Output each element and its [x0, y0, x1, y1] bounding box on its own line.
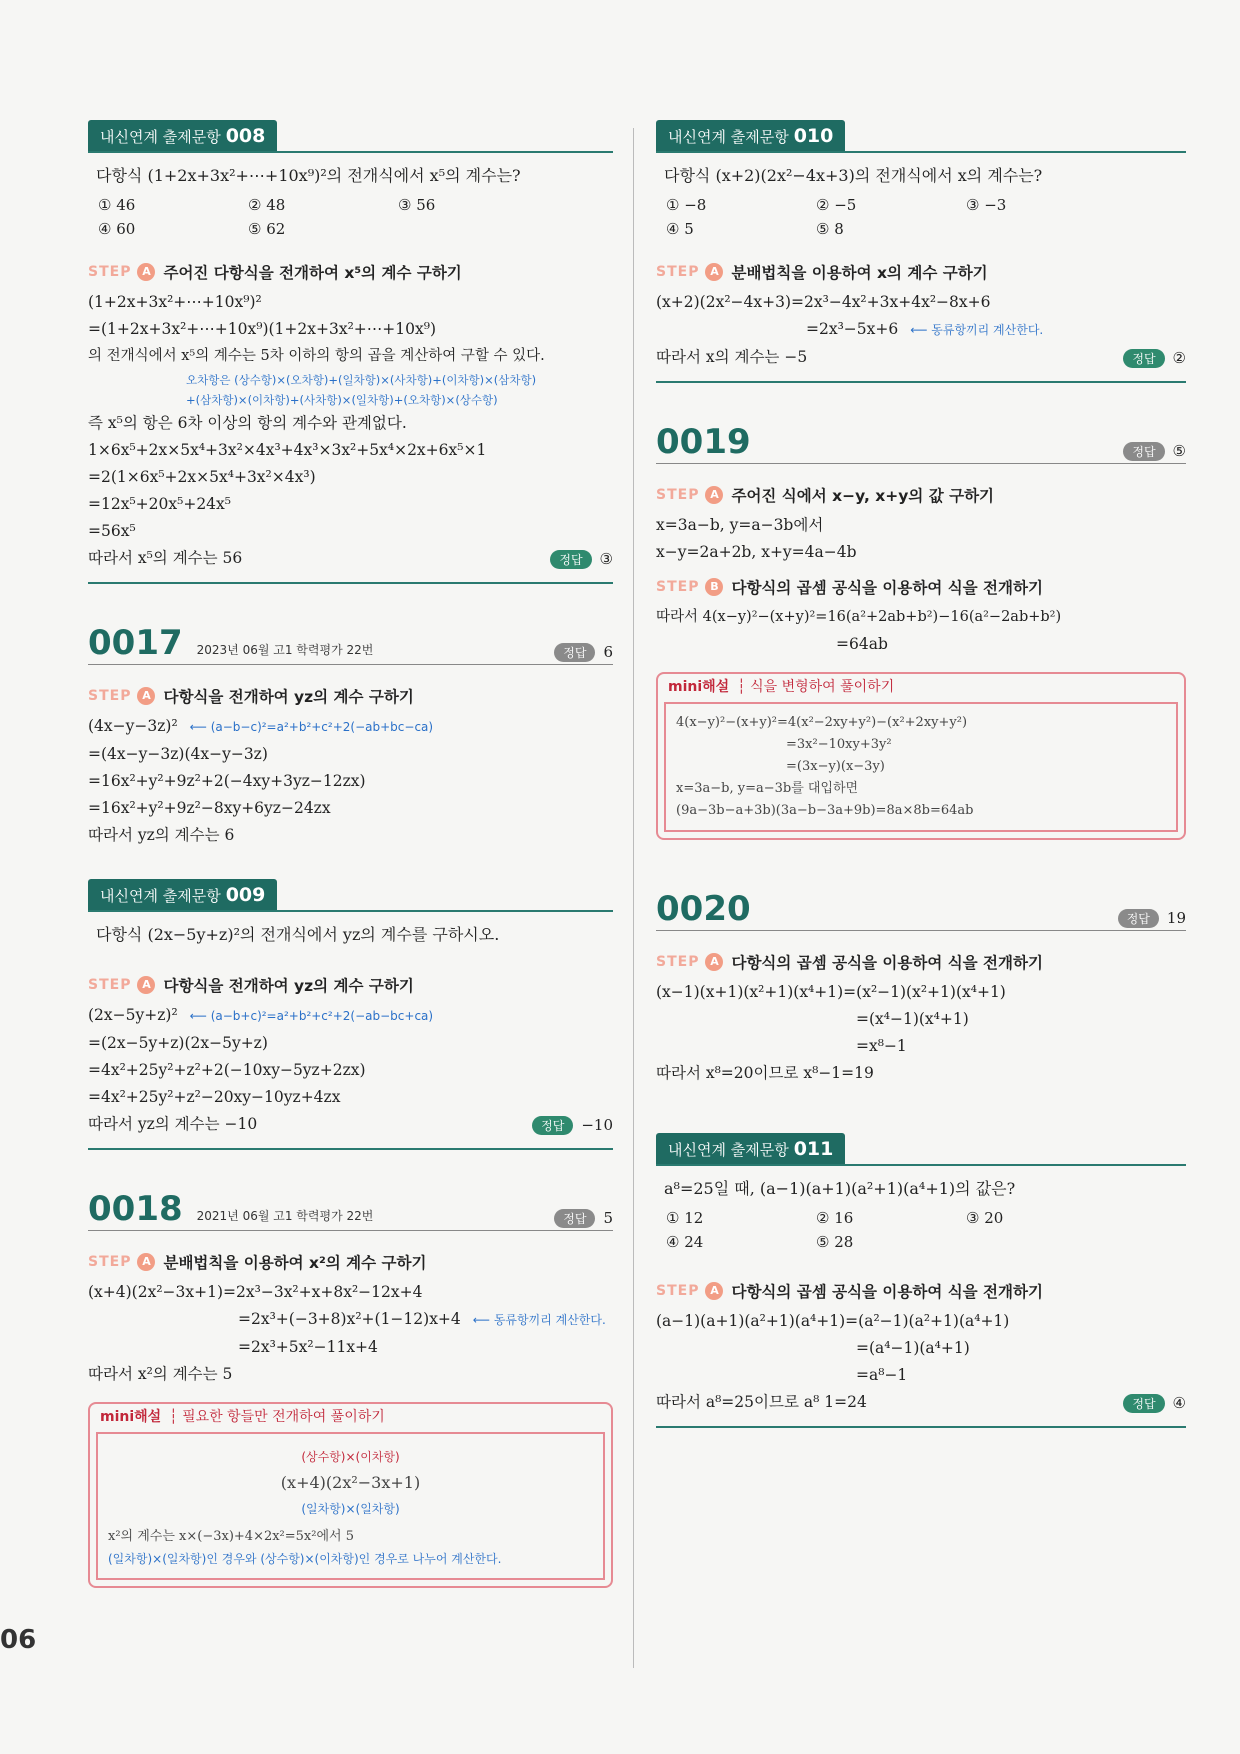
problem-tag: 내신연계 출제문항 011: [656, 1133, 845, 1164]
solution-line: x=3a−b, y=a−3b에서: [656, 516, 824, 534]
solution-line: =4x²+25y²+z²+2(−10xy−5yz+2zx): [88, 1061, 366, 1079]
problem-010: [656, 120, 1186, 383]
mini-explanation-title: mini해설 ┆ 식을 변형하여 풀이하기: [668, 679, 895, 695]
page-number: 06: [0, 1625, 37, 1655]
step-heading: STEP A 다항식을 전개하여 yz의 계수 구하기: [88, 977, 414, 995]
problem-009: [88, 879, 613, 1150]
conclusion: 따라서 a⁸=25이므로 a⁸ 1=24: [656, 1393, 867, 1411]
solution-line: (4x−y−3z)² ⟵ (a−b−c)²=a²+b²+c²+2(−ab+bc−ca): [88, 717, 434, 735]
mini-explanation-box: [656, 672, 1186, 840]
step-heading: STEP A 다항식의 곱셈 공식을 이용하여 식을 전개하기: [656, 954, 1043, 972]
answer-badge: 정답: [1123, 442, 1164, 461]
problem-tag: 내신연계 출제문항 010: [656, 120, 845, 151]
conclusion: 따라서 x⁸=20이므로 x⁸−1=19: [656, 1064, 874, 1082]
problem-tag: 내신연계 출제문항 008: [88, 120, 277, 151]
step-heading: STEP A 다항식을 전개하여 yz의 계수 구하기: [88, 688, 414, 706]
answer-row: [656, 1389, 1186, 1416]
section-rule: [88, 1148, 613, 1150]
solution-line: =(a⁴−1)(a⁴+1): [856, 1339, 970, 1357]
problem-header: [656, 423, 1186, 464]
mini-line: x=3a−b, y=a−3b를 대입하면: [676, 781, 859, 796]
mini-line: =(3x−y)(x−3y): [786, 759, 885, 774]
mini-explanation-title: mini해설 ┆ 필요한 항들만 전개하여 풀이하기: [100, 1409, 385, 1425]
answer-badge: 정답: [1118, 909, 1159, 928]
answer-badge: 정답: [1123, 349, 1164, 368]
mini-line: x²의 계수는 x×(−3x)+4×2x²=5x²에서 5: [108, 1529, 354, 1544]
solution-line: 즉 x⁵의 항은 6차 이상의 항의 계수와 관계없다.: [88, 414, 407, 432]
problem-0019: [656, 423, 1186, 840]
answer-value: ②: [1172, 348, 1186, 367]
problem-source: 2021년 06월 고1 학력평가 22번: [196, 1209, 374, 1223]
answer-value: ③: [599, 549, 613, 568]
solution-line: x−y=2a+2b, x+y=4a−4b: [656, 543, 857, 561]
problem-source: 2023년 06월 고1 학력평가 22번: [196, 643, 374, 657]
conclusion: 따라서 yz의 계수는 −10: [88, 1115, 258, 1133]
question-text: 다항식 (x+2)(2x²−4x+3)의 전개식에서 x의 계수는?: [664, 166, 1043, 185]
solution-line: 따라서 4(x−y)²−(x+y)²=16(a²+2ab+b²)−16(a²−2ab+b²): [656, 609, 1062, 625]
formula-note: ⟵ 동류항끼리 계산한다.: [910, 323, 1044, 337]
section-rule: [656, 1426, 1186, 1428]
answer-value: 6: [603, 643, 613, 661]
mini-explanation-body: [96, 1432, 605, 1580]
problem-header: [656, 890, 1186, 931]
answer-value: 5: [603, 1209, 613, 1227]
choice: ⑤ 62: [248, 220, 286, 238]
choices: [656, 1206, 1186, 1254]
choice: ① −8: [666, 196, 707, 214]
problem-008: [88, 120, 613, 584]
choice: ② 16: [816, 1209, 854, 1227]
problem-number: 0019: [656, 422, 751, 462]
answer-value: −10: [581, 1115, 613, 1134]
solution-line: 의 전개식에서 x⁵의 계수는 5차 이하의 항의 곱을 계산하여 구할 수 있다.: [88, 348, 545, 364]
solution-line: =4x²+25y²+z²−20xy−10yz+4zx: [88, 1088, 341, 1106]
mini-line: 4(x−y)²−(x+y)²=4(x²−2xy+y²)−(x²+2xy+y²): [676, 715, 968, 730]
mini-line: (9a−3b−a+3b)(3a−b−3a+9b)=8a×8b=64ab: [676, 803, 974, 818]
answer-badge: 정답: [1123, 1394, 1164, 1413]
factor-label-top: (상수항)×(이차항): [301, 1450, 400, 1464]
step-heading: STEP A 분배법칙을 이용하여 x의 계수 구하기: [656, 264, 988, 282]
solution-line: =a⁸−1: [856, 1366, 908, 1384]
solution-line: =(4x−y−3z)(4x−y−3z): [88, 745, 268, 763]
choice: ④ 5: [666, 220, 694, 238]
choice: ① 46: [98, 196, 136, 214]
annotation-note: 오차항은 (상수항)×(오차항)+(일차항)×(사차항)+(이차항)×(삼차항): [186, 373, 537, 387]
right-column: [656, 120, 1186, 1428]
choice: ⑤ 8: [816, 220, 844, 238]
choices: [88, 193, 613, 241]
solution-line: (2x−5y+z)² ⟵ (a−b+c)²=a²+b²+c²+2(−ab−bc+ca): [88, 1006, 434, 1024]
step-heading: STEP B 다항식의 곱셈 공식을 이용하여 식을 전개하기: [656, 579, 1043, 597]
solution-line: =2x³+5x²−11x+4: [238, 1338, 378, 1356]
solution-line: (a−1)(a+1)(a²+1)(a⁴+1)=(a²−1)(a²+1)(a⁴+1): [656, 1312, 1010, 1330]
problem-banner: [656, 1133, 1186, 1166]
answer-badge: 정답: [554, 1209, 595, 1228]
choices: [656, 193, 1186, 241]
answer-value: ⑤: [1172, 442, 1186, 460]
choice: ③ −3: [966, 196, 1007, 214]
column-divider: [633, 128, 634, 1668]
problem-banner: [88, 879, 613, 912]
choice: ④ 60: [98, 220, 136, 238]
problem-number: 0018: [88, 1189, 183, 1229]
conclusion: 따라서 yz의 계수는 6: [88, 826, 235, 844]
conclusion: 따라서 x⁵의 계수는 56: [88, 549, 243, 567]
mini-note: (일차항)×(일차항)인 경우와 (상수항)×(이차항)인 경우로 나누어 계산한다.: [108, 1552, 502, 1566]
solution-line: =2x³−5x+6 ⟵ 동류항끼리 계산한다.: [806, 320, 1044, 338]
mini-explanation-box: [88, 1402, 613, 1588]
question-text: a⁸=25일 때, (a−1)(a+1)(a²+1)(a⁴+1)의 값은?: [664, 1179, 1016, 1198]
step-heading: STEP A 다항식의 곱셈 공식을 이용하여 식을 전개하기: [656, 1283, 1043, 1301]
conclusion: 따라서 x²의 계수는 5: [88, 1365, 233, 1383]
answer-value: ④: [1172, 1393, 1186, 1412]
problem-0017: [88, 624, 613, 849]
problem-011: [656, 1133, 1186, 1428]
left-column: [88, 120, 613, 1588]
answer-row: [88, 545, 613, 572]
choice: ① 12: [666, 1209, 704, 1227]
question-text: 다항식 (2x−5y+z)²의 전개식에서 yz의 계수를 구하시오.: [96, 925, 500, 944]
problem-header: [88, 624, 613, 665]
solution-line: (x+4)(2x²−3x+1)=2x³−3x²+x+8x²−12x+4: [88, 1283, 423, 1301]
answer-badge: 정답: [550, 550, 591, 569]
step-heading: STEP A 주어진 다항식을 전개하여 x⁵의 계수 구하기: [88, 264, 462, 282]
solution-line: =16x²+y²+9z²+2(−4xy+3yz−12zx): [88, 772, 366, 790]
solution-line: =16x²+y²+9z²−8xy+6yz−24zx: [88, 799, 331, 817]
solution-line: =2x³+(−3+8)x²+(1−12)x+4 ⟵ 동류항끼리 계산한다.: [238, 1310, 606, 1328]
problem-header: [88, 1190, 613, 1231]
choice: ⑤ 28: [816, 1233, 854, 1251]
conclusion: 따라서 x의 계수는 −5: [656, 348, 808, 366]
problem-number: 0017: [88, 623, 183, 663]
question-text: 다항식 (1+2x+3x²+⋯+10x⁹)²의 전개식에서 x⁵의 계수는?: [96, 166, 521, 185]
solution-line: =12x⁵+20x⁵+24x⁵: [88, 495, 231, 513]
choice: ③ 20: [966, 1209, 1004, 1227]
solution-line: =(x⁴−1)(x⁴+1): [856, 1010, 969, 1028]
solution-line: (x+2)(2x²−4x+3)=2x³−4x²+3x+4x²−8x+6: [656, 293, 991, 311]
solution-line: =64ab: [836, 635, 888, 653]
formula-note: ⟵ 동류항끼리 계산한다.: [472, 1313, 606, 1327]
problem-number: 0020: [656, 889, 751, 929]
answer-row: [656, 344, 1186, 371]
solution-line: =56x⁵: [88, 522, 136, 540]
solution-line: =2(1×6x⁵+2x×5x⁴+3x²×4x³): [88, 468, 316, 486]
problem-0018: [88, 1190, 613, 1588]
formula-note: ⟵ (a−b+c)²=a²+b²+c²+2(−ab−bc+ca): [189, 1009, 434, 1023]
solution-line: =(2x−5y+z)(2x−5y+z): [88, 1034, 268, 1052]
step-heading: STEP A 분배법칙을 이용하여 x²의 계수 구하기: [88, 1254, 427, 1272]
factor-expression: (x+4)(2x²−3x+1): [280, 1473, 421, 1492]
section-rule: [88, 582, 613, 584]
step-heading: STEP A 주어진 식에서 x−y, x+y의 값 구하기: [656, 487, 995, 505]
choice: ② −5: [816, 196, 857, 214]
answer-badge: 정답: [554, 643, 595, 662]
problem-banner: [656, 120, 1186, 153]
answer-badge: 정답: [532, 1116, 573, 1135]
problem-0020: [656, 890, 1186, 1087]
annotation-note: +(삼차항)×(이차항)+(사차항)×(일차항)+(오차항)×(상수항): [186, 393, 498, 407]
choice: ③ 56: [398, 196, 436, 214]
choice: ④ 24: [666, 1233, 704, 1251]
answer-value: 19: [1166, 909, 1186, 927]
solution-line: =x⁸−1: [856, 1037, 907, 1055]
solution-line: (1+2x+3x²+⋯+10x⁹)²: [88, 293, 262, 311]
formula-note: ⟵ (a−b−c)²=a²+b²+c²+2(−ab+bc−ca): [189, 720, 434, 734]
problem-tag: 내신연계 출제문항 009: [88, 879, 277, 910]
mini-explanation-body: [664, 702, 1178, 832]
problem-banner: [88, 120, 613, 153]
mini-line: =3x²−10xy+3y²: [786, 737, 892, 752]
section-rule: [656, 381, 1186, 383]
solution-line: (x−1)(x+1)(x²+1)(x⁴+1)=(x²−1)(x²+1)(x⁴+1): [656, 983, 1006, 1001]
solution-line: =(1+2x+3x²+⋯+10x⁹)(1+2x+3x²+⋯+10x⁹): [88, 320, 436, 338]
answer-row: [88, 1111, 613, 1138]
choice: ② 48: [248, 196, 286, 214]
factor-label-bottom: (일차항)×(일차항): [301, 1502, 400, 1516]
solution-line: 1×6x⁵+2x×5x⁴+3x²×4x³+4x³×3x²+5x⁴×2x+6x⁵×1: [88, 441, 487, 459]
